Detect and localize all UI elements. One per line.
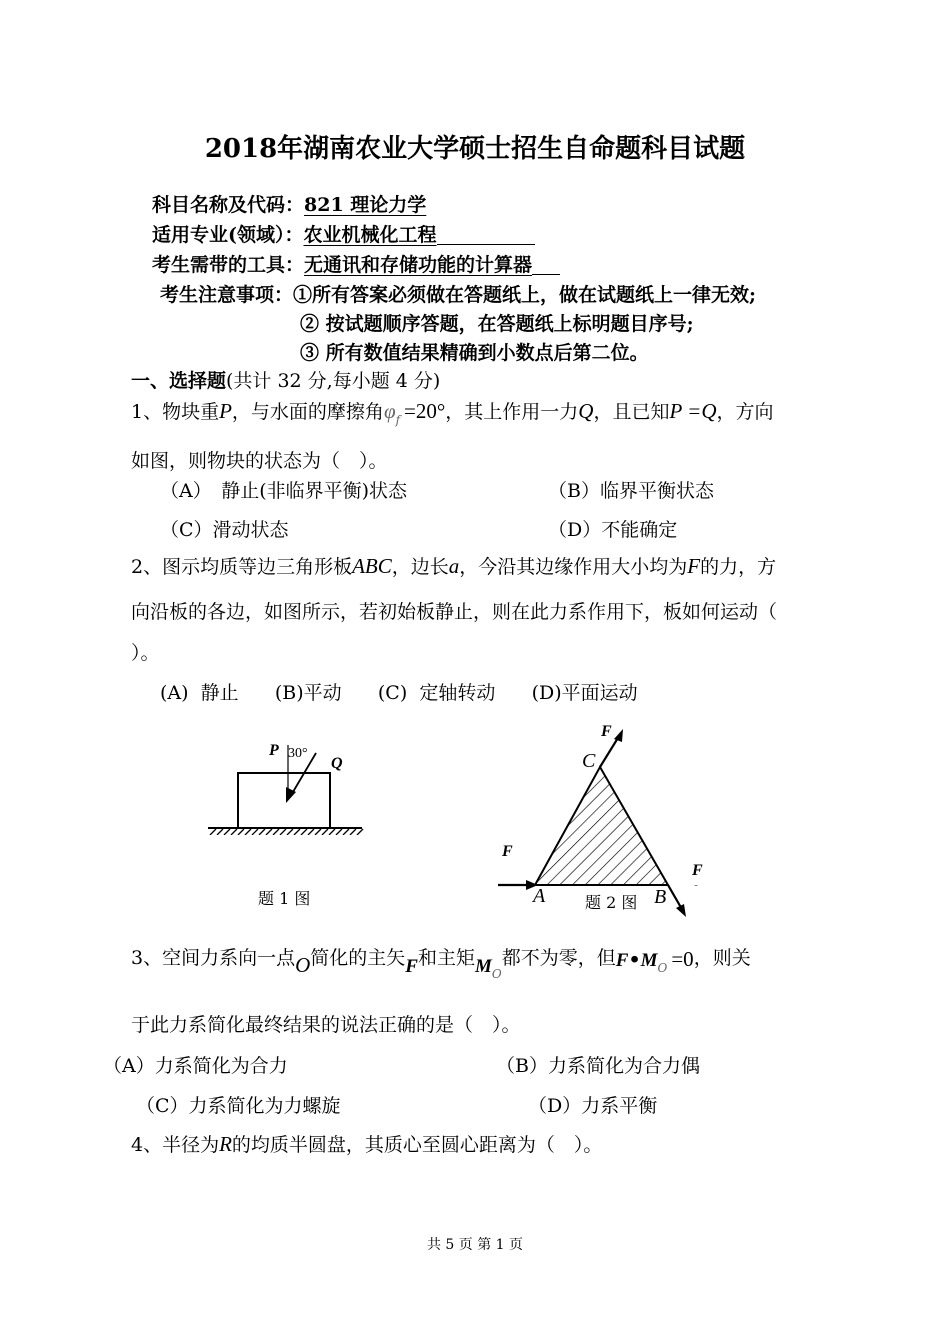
q3-option-c: （C）力系简化为力螺旋 xyxy=(136,1095,341,1117)
q1-text1: ，与水面的摩擦角 xyxy=(231,401,384,423)
q1-text2: ，其上作用一力 xyxy=(445,401,579,423)
q3-dot-f: F xyxy=(615,950,629,971)
q3-symbol-f: F xyxy=(405,956,418,977)
q3-line1 xyxy=(131,943,751,981)
q1-equation: =20° xyxy=(404,399,446,423)
major-underline xyxy=(437,224,535,245)
q3-m-subscript: O xyxy=(491,967,502,981)
q3-text4: ，则关 xyxy=(693,947,751,969)
q4-symbol-r: R xyxy=(219,1132,232,1156)
q1-symbol-phi: φ xyxy=(383,399,396,423)
fig1-label-p: P xyxy=(269,742,279,759)
fig2-label-f-right: F xyxy=(692,862,703,879)
q1-phi-subscript: f xyxy=(395,413,401,427)
fig2-label-c: C xyxy=(582,750,596,772)
q3-symbol-m: M xyxy=(474,956,492,977)
q3-lead: 3、空间力系向一点 xyxy=(131,947,296,969)
q3-line2: 于此力系简化最终结果的说法正确的是（ ）。 xyxy=(131,1014,521,1036)
q1-symbol-p: P xyxy=(219,399,232,423)
fig2-label-a: A xyxy=(533,885,546,907)
section-note: (共计 32 分,每小题 4 分) xyxy=(226,370,441,392)
q3-dot-equation: =0 xyxy=(671,947,694,971)
q3-dot-m: M xyxy=(640,950,658,971)
q2-line1 xyxy=(131,552,776,579)
fig1-label-q: Q xyxy=(331,755,343,772)
q1-line1 xyxy=(131,397,774,427)
q1-option-b: （B）临界平衡状态 xyxy=(548,480,714,502)
fig2-caption: 题 2 图 xyxy=(585,893,638,912)
q4-lead: 4、半径为 xyxy=(131,1134,220,1156)
fig1-caption: 题 1 图 xyxy=(258,889,311,908)
subject-line xyxy=(152,190,426,217)
q3-text2: 和主矩 xyxy=(417,947,475,969)
q1-text4: ，方向 xyxy=(716,401,774,423)
q1-line2: 如图，则物块的状态为（ ）。 xyxy=(131,450,388,472)
note-2: ② 按试题顺序答题，在答题纸上标明题目序号; xyxy=(300,313,694,335)
q2-lead: 2、图示均质等边三角形板 xyxy=(131,556,353,578)
page-title: 2018年湖南农业大学硕士招生自命题科目试题 xyxy=(204,134,746,164)
q2-symbol-f: F xyxy=(687,554,701,578)
section-title: 一、选择题 xyxy=(131,370,227,392)
figure-1-block xyxy=(200,735,370,835)
subject-value: 821 理论力学 xyxy=(304,194,427,216)
q3-option-a: （A）力系简化为合力 xyxy=(103,1055,288,1077)
q4-line1 xyxy=(131,1130,602,1157)
tools-line xyxy=(152,250,560,277)
q1-option-d: （D）不能确定 xyxy=(548,519,678,541)
fig2-mark: - xyxy=(694,878,699,892)
q3-dot-m-subscript: O xyxy=(657,961,668,975)
notes-line xyxy=(160,280,756,307)
tools-value: 无通讯和存储功能的计算器 xyxy=(304,254,533,276)
q3-option-d: （D）力系平衡 xyxy=(528,1095,658,1117)
q4-text1: 的均质半圆盘，其质心至圆心距离为（ ）。 xyxy=(231,1134,603,1156)
q2-symbol-abc: ABC xyxy=(352,554,392,578)
q2-line3: ）。 xyxy=(131,642,160,664)
section-heading xyxy=(131,366,440,393)
q1-p-eq-q: P =Q xyxy=(669,399,717,423)
q2-text3: 的力，方 xyxy=(700,556,777,578)
q1-option-a: （A） 静止(非临界平衡)状态 xyxy=(160,480,408,502)
q3-symbol-o: O xyxy=(295,953,311,977)
q3-moment xyxy=(474,955,502,981)
q1-text3: ，且已知 xyxy=(593,401,670,423)
q3-dot-operator: • xyxy=(628,949,641,971)
q2-symbol-a: a xyxy=(448,554,460,578)
fig2-label-f-top: F xyxy=(601,723,612,740)
q3-option-b: （B）力系简化为合力偶 xyxy=(496,1055,700,1077)
tools-label: 考生需带的工具： xyxy=(152,254,305,276)
subject-label: 科目名称及代码： xyxy=(152,194,305,216)
block-rect xyxy=(238,773,330,828)
q1-lead: 1、物块重 xyxy=(131,401,220,423)
ground-hatch xyxy=(210,829,363,835)
note-3: ③ 所有数值结果精确到小数点后第二位。 xyxy=(300,342,649,364)
q2-text1: ，边长 xyxy=(391,556,449,578)
q2-text2: ，今沿其边缘作用大小均为 xyxy=(459,556,688,578)
q3-text1: 简化的主矢 xyxy=(310,947,406,969)
q1-option-c: （C）滑动状态 xyxy=(160,519,289,541)
fig2-label-f-left: F xyxy=(502,843,513,860)
major-line xyxy=(152,220,535,247)
fig1-label-angle: 30° xyxy=(288,746,308,761)
notes-label: 考生注意事项： xyxy=(160,284,294,306)
major-value: 农业机械化工程 xyxy=(303,224,437,246)
force-right-arrowhead xyxy=(676,904,686,917)
triangle-plate xyxy=(535,767,668,885)
q3-dot-product xyxy=(615,947,694,975)
major-label: 适用专业(领域）： xyxy=(152,224,304,246)
q3-text3: 都不为零，但 xyxy=(501,947,616,969)
note-1: ①所有答案必须做在答题纸上，做在试题纸上一律无效; xyxy=(293,284,757,306)
fig2-label-b: B xyxy=(654,886,667,908)
force-top-arrowhead xyxy=(614,729,623,742)
q2-options: (A) 静止 (B)平动 (C) 定轴转动 (D)平面运动 xyxy=(160,682,638,704)
q1-symbol-q: Q xyxy=(578,399,594,423)
tools-underline xyxy=(532,254,560,275)
page-footer: 共 5 页 第 1 页 xyxy=(426,1237,524,1253)
q2-line2: 向沿板的各边，如图所示，若初始板静止，则在此力系作用下，板如何运动（ xyxy=(131,601,778,623)
